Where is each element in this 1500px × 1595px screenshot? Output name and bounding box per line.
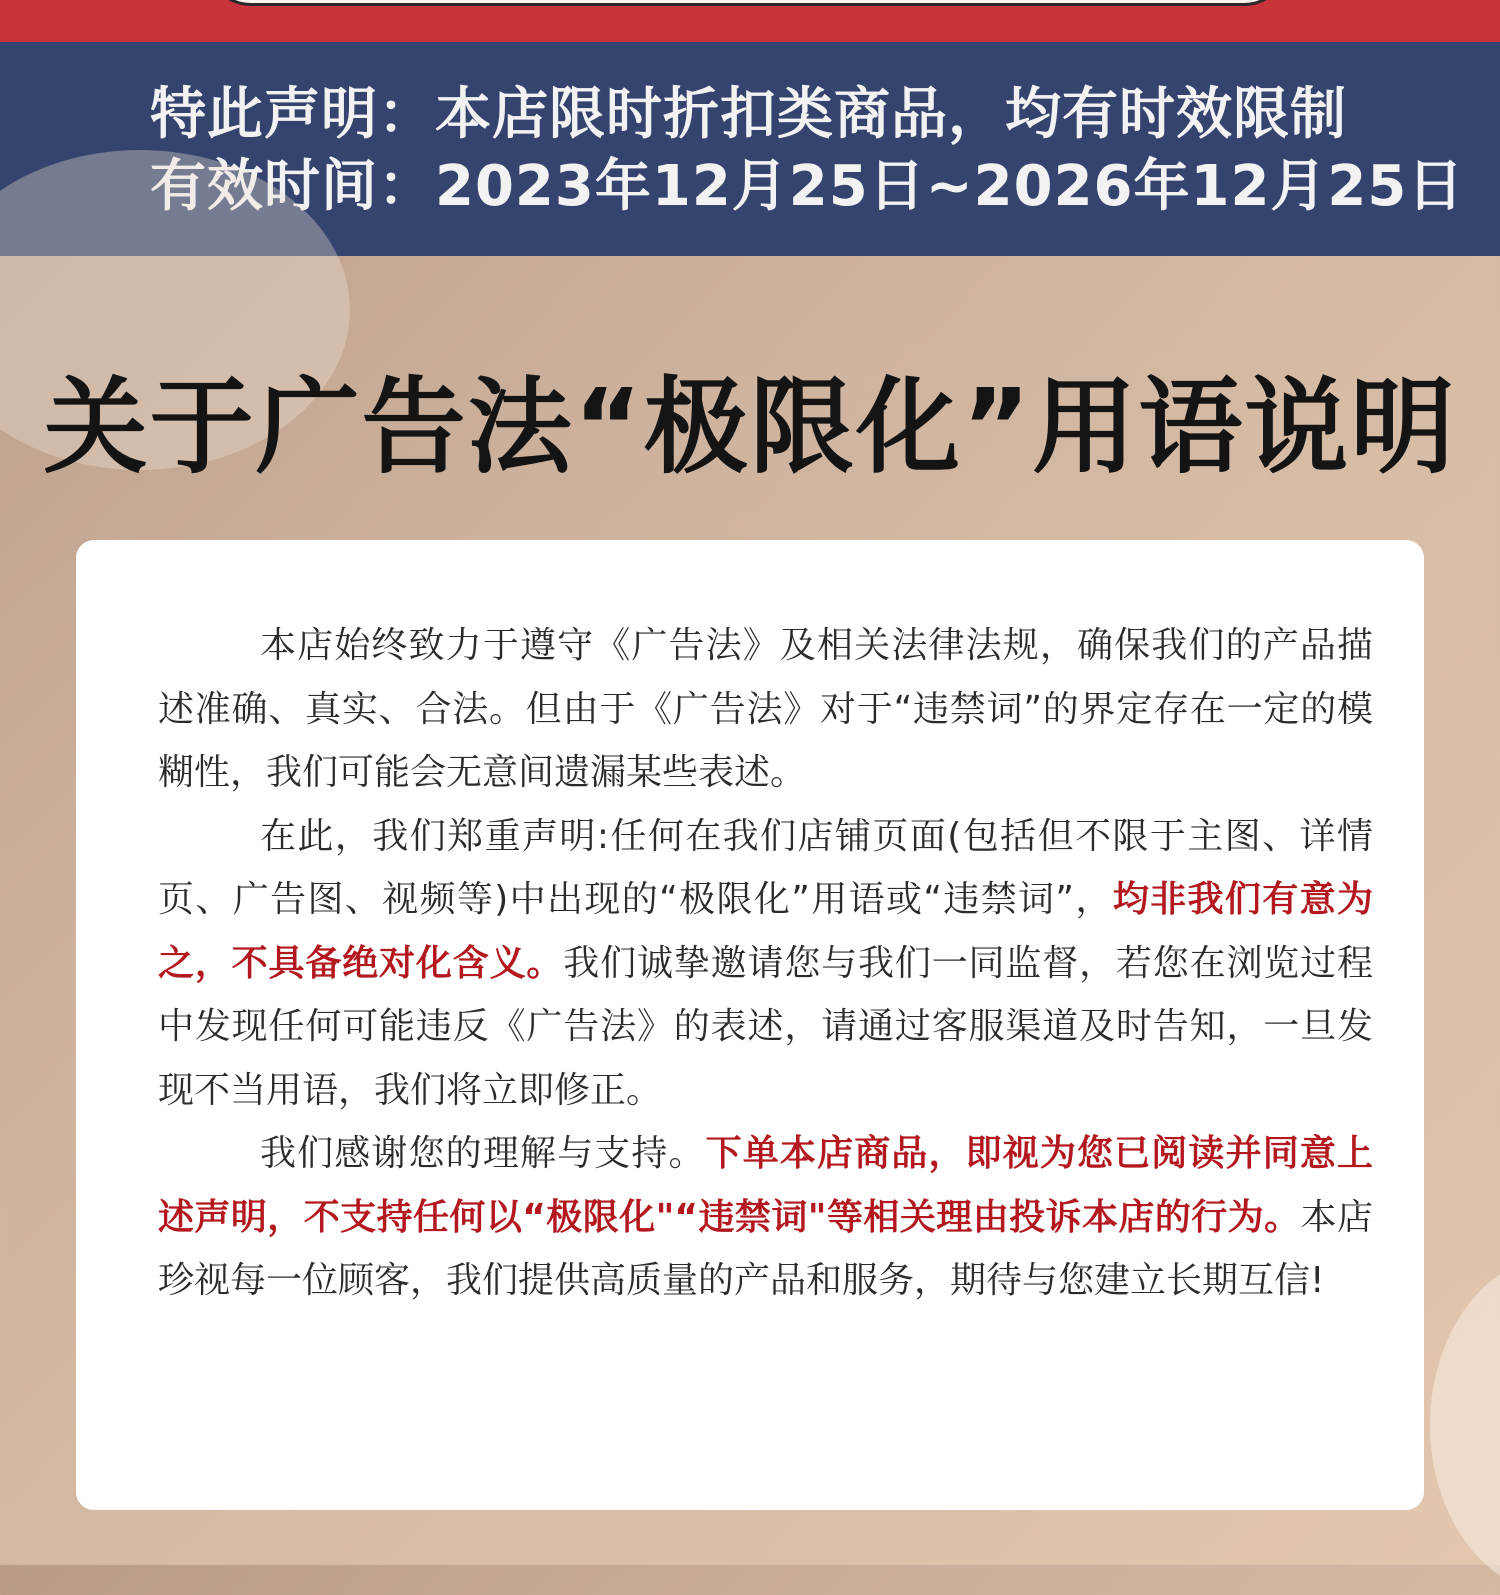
paragraph-3-text-b: 本店珍视每一位顾客，我们提供高质量的产品和服务，期待与您建立长期互信! — [158, 1196, 1373, 1301]
paragraph-2 — [158, 805, 1373, 1123]
statement-body — [158, 614, 1373, 1313]
page-title: 关于广告法“极限化”用语说明 — [43, 366, 1457, 488]
statement-card — [76, 540, 1424, 1510]
notice-valid-period: 有效时间：2023年12月25日~2026年12月25日 — [150, 154, 1465, 219]
paragraph-2-text-a: 在此，我们郑重声明:任何在我们店铺页面(包括但不限于主图、详情页、广告图、视频等)中出现的“极限化”用语或“违禁词”， — [158, 815, 1373, 920]
decorative-circle — [1430, 1255, 1500, 1595]
paragraph-2-emphasis: 均非我们有意为之，不具备绝对化含义。 — [158, 879, 1373, 984]
paragraph-3-emphasis: 下单本店商品，即视为您已阅读并同意上述声明，不支持任何以“极限化"“违禁词"等相关理由投诉本店的行为。 — [158, 1133, 1373, 1238]
paragraph-1-text: 本店始终致力于遵守《广告法》及相关法律法规，确保我们的产品描述准确、真实、合法。但由于《广告法》对于“违禁词”的界定存在一定的模糊性，我们可能会无意间遗漏某些表述。 — [158, 625, 1373, 793]
paragraph-1 — [158, 614, 1373, 805]
paragraph-3-text-a: 我们感谢您的理解与支持。 — [260, 1133, 706, 1174]
paragraph-3 — [158, 1122, 1373, 1313]
top-red-strip — [0, 0, 1500, 42]
paragraph-2-text-b: 我们诚挚邀请您与我们一同监督，若您在浏览过程中发现任何可能违反《广告法》的表述，请通过客服渠道及时告知，一旦发现不当用语，我们将立即修正。 — [158, 942, 1373, 1111]
notice-statement: 特此声明：本店限时折扣类商品，均有时效限制 — [150, 82, 1347, 147]
top-banner-edge — [205, 0, 1290, 6]
